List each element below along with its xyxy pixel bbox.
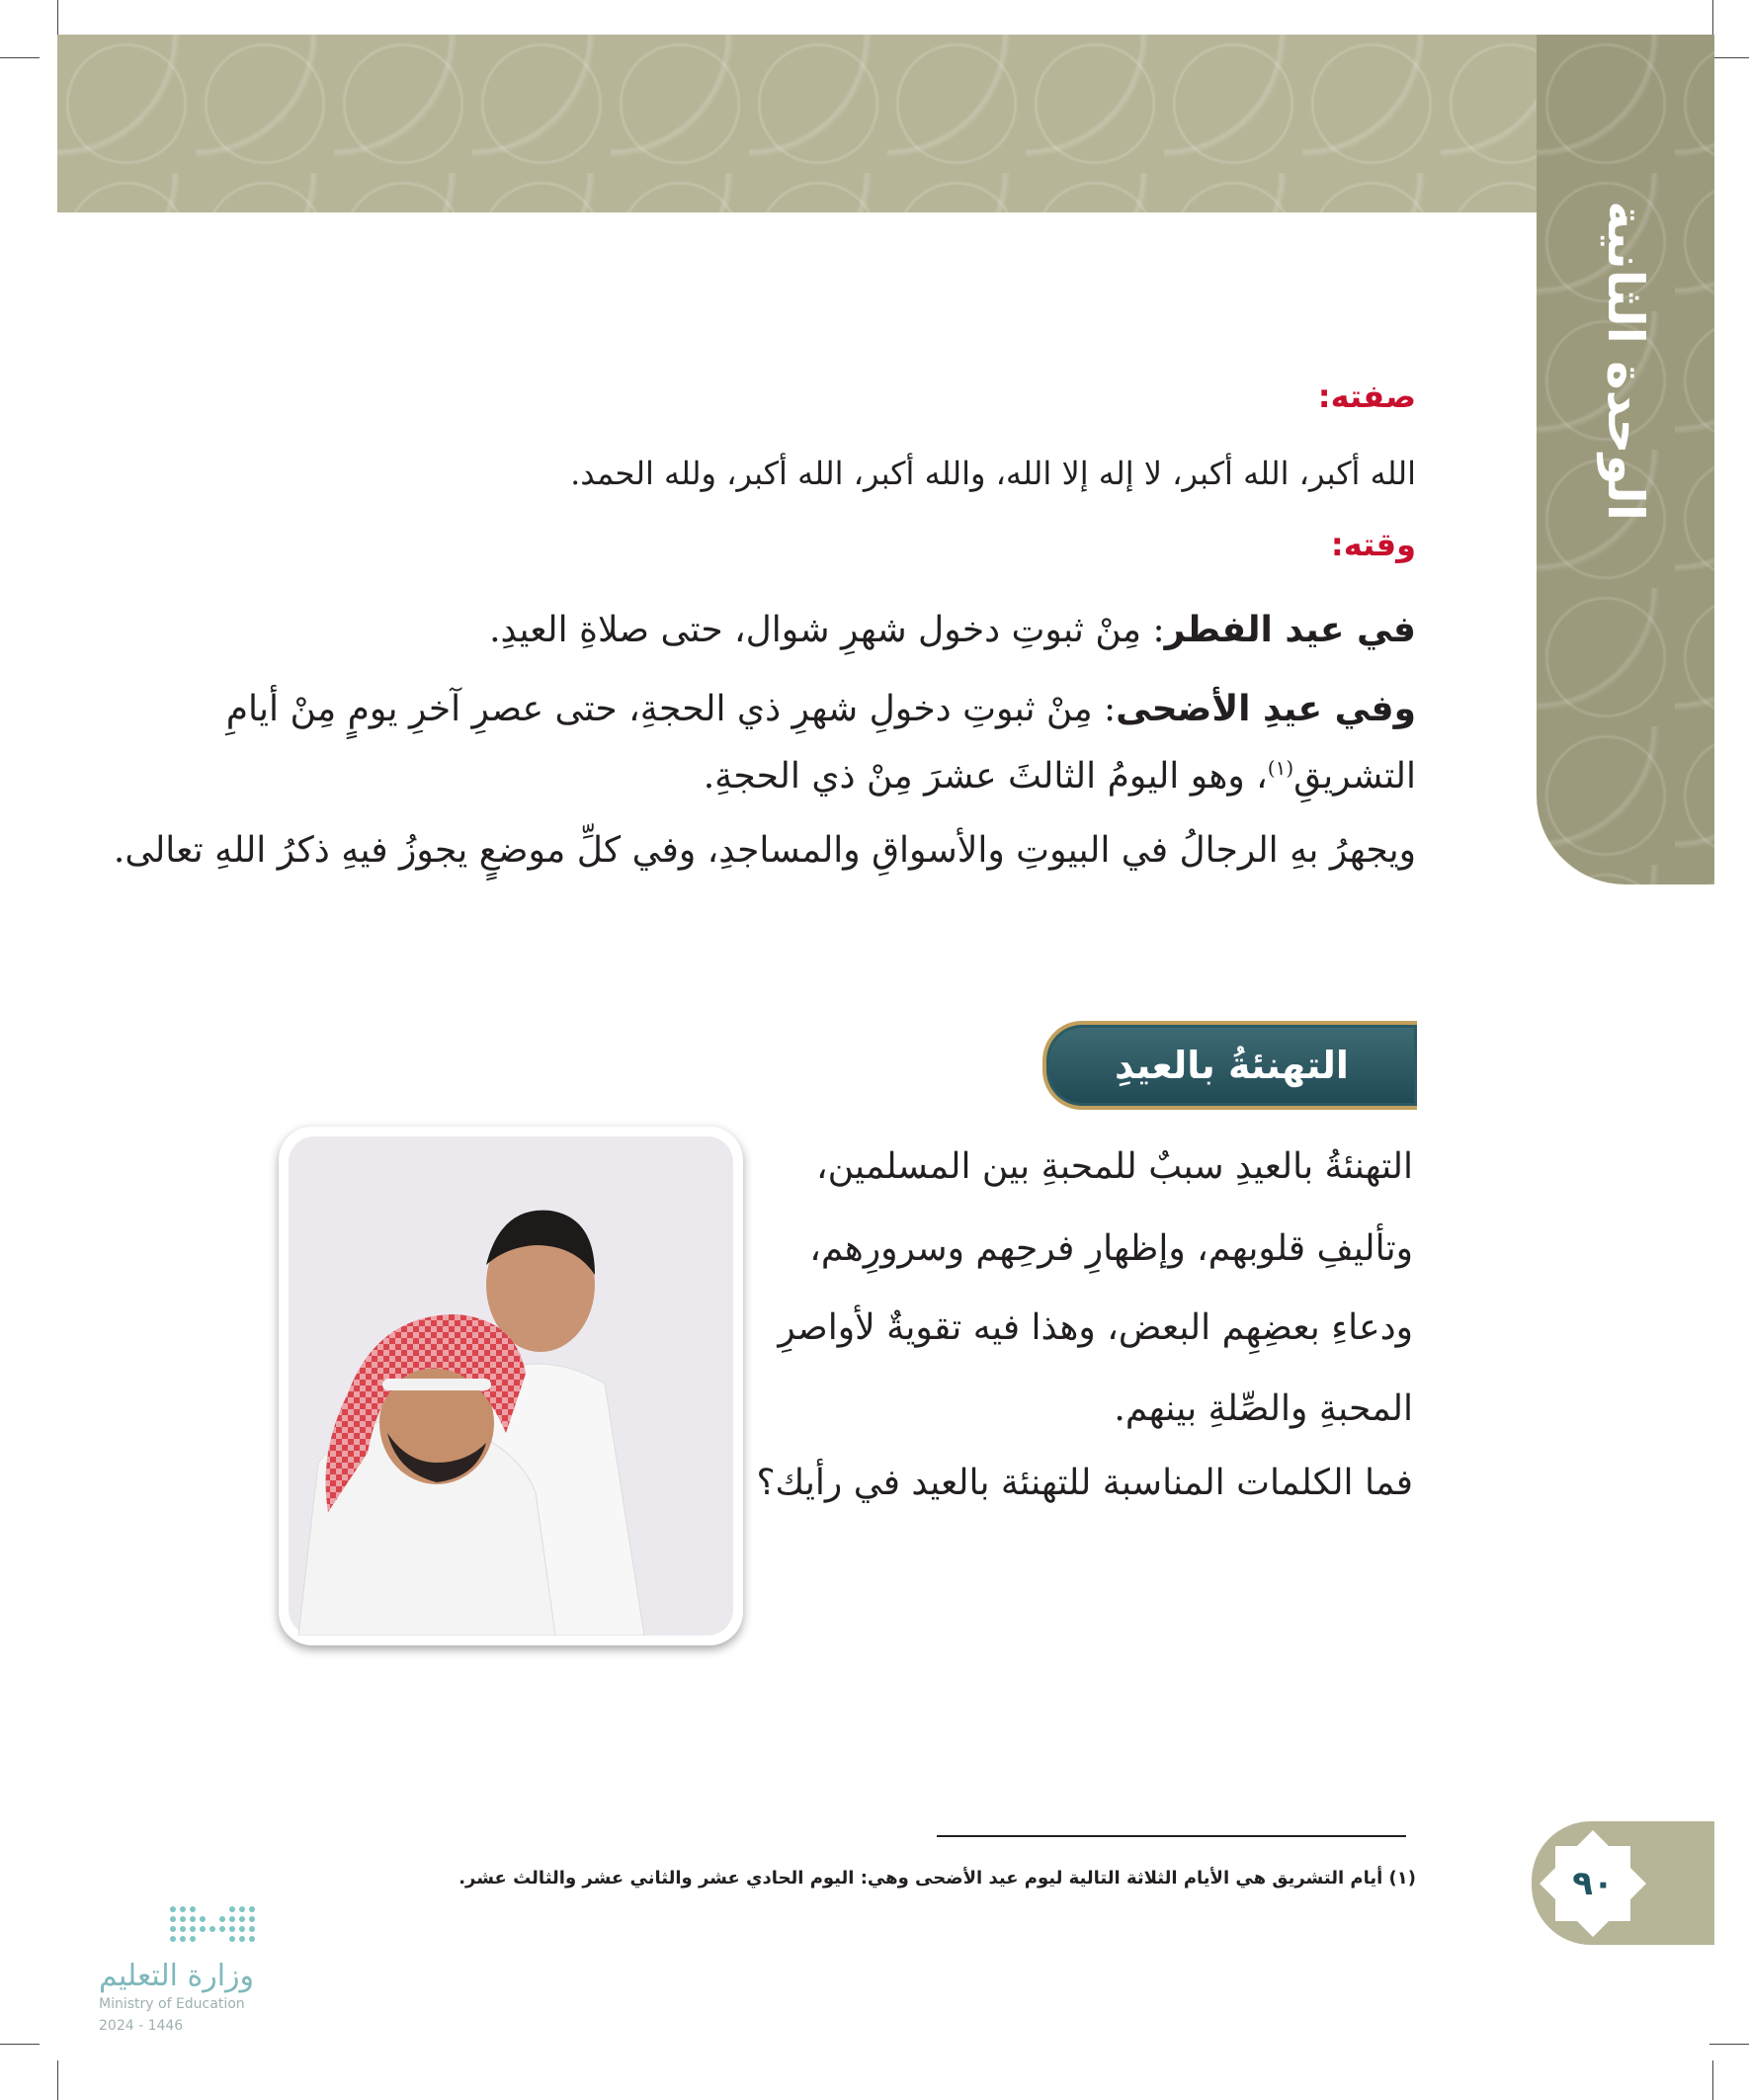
adha-label: وفي عيدِ الأضحى [1116,689,1416,729]
greeting-line: وتأليفِ قلوبهم، وإظهارِ فرحِهم وسرورِهم، [809,1228,1413,1269]
timing-heading: وقته: [1330,526,1416,563]
footnote-text: (١) أيام التشريق هي الأيام الثلاثة التالية ليوم عيد الأضحى وهي: اليوم الحادي عشر والثاني عشر والثالث عشر. [458,1868,1416,1889]
page-number: ٩٠ [1572,1864,1614,1903]
father-son-illustration [289,1136,733,1636]
adha-line-2 [704,756,1416,797]
crop-mark [57,2060,58,2100]
crop-mark [0,57,40,58]
adha-text-1: : مِنْ ثبوتِ دخولِ شهرِ ذي الحجةِ، حتى عصرِ آخرِ يومٍ مِنْ أيامِ [225,689,1117,729]
fitr-label: في عيد الفطر [1164,610,1416,650]
footnote-ref[interactable]: (١) [1267,756,1294,780]
crop-mark [0,2044,40,2045]
greeting-question: فما الكلمات المناسبة للتهنئة بالعيد في رأيك؟ [756,1463,1413,1503]
ministry-year: 2024 - 1446 [99,2018,184,2034]
ministry-name-ar: وزارة التعليم [99,1959,255,1993]
fitr-text: : مِنْ ثبوتِ دخول شهرِ شوال، حتى صلاةِ العيدِ. [489,610,1165,650]
greeting-line: التهنئةُ بالعيدِ سببٌ للمحبةِ بين المسلمين، [815,1146,1413,1187]
crop-mark [57,0,58,40]
adha-text-2a: التشريقِ [1293,756,1416,797]
crop-mark [1712,0,1713,40]
eid-greeting-photo [279,1127,743,1645]
fitr-line [489,610,1416,650]
crop-mark [1709,57,1749,58]
description-heading: صفته: [1317,378,1416,415]
loud-line: ويجهرُ بهِ الرجالُ في البيوتِ والأسواقِ والمساجدِ، وفي كلِّ موضعٍ يجوزُ فيهِ ذكرُ اللهِ تعالى. [113,830,1416,871]
greeting-section-header [1042,1021,1417,1110]
unit-title: الوحدة الثانية [1597,201,1654,521]
crop-mark [1712,2060,1713,2100]
footnote-rule [937,1835,1406,1837]
adha-line-1 [226,689,1416,729]
greeting-section-title: التهنئةُ بالعيدِ [1115,1044,1349,1087]
greeting-line: المحبةِ والصِّلةِ بينهم. [1114,1388,1413,1429]
adha-text-2b: ، وهو اليومُ الثالثَ عشرَ مِنْ ذي الحجةِ. [703,756,1268,797]
crop-mark [1709,2044,1749,2045]
ministry-name-en: Ministry of Education [99,1996,245,2012]
top-banner [57,35,1714,212]
greeting-line: ودعاءِ بعضِهِم البعض، وهذا فيه تقويةٌ لأواصرِ [778,1307,1413,1348]
description-text: الله أكبر، الله أكبر، لا إله إلا الله، والله أكبر، الله أكبر، ولله الحمد. [570,455,1416,492]
